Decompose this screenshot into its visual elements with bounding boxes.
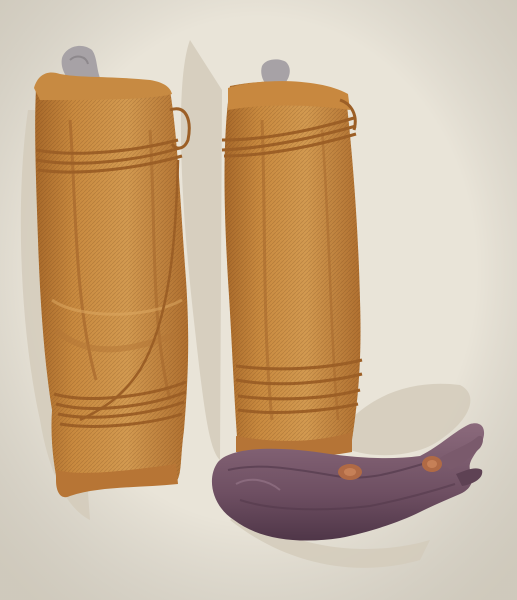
left-wrapped-bundle: [34, 46, 189, 497]
